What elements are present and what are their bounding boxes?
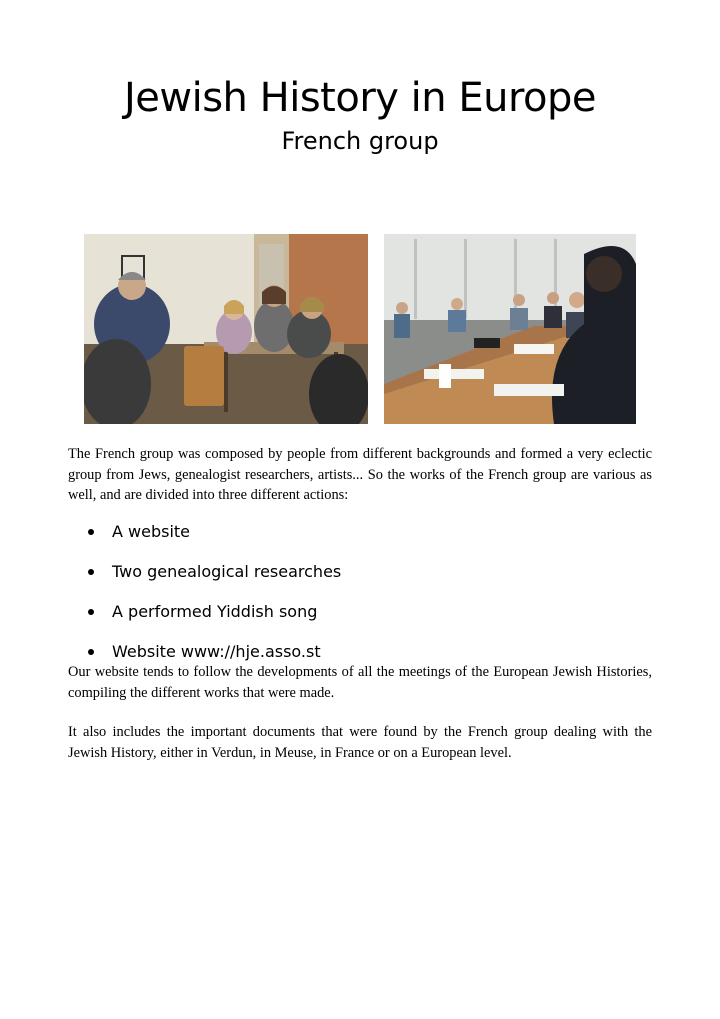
website-paragraph: Our website tends to follow the developments of all the meetings of the European Jewish Histories, compiling the different works that were made. [68,664,652,701]
intro-paragraph: The French group was composed by people from different backgrounds and formed a very eclectic group from Jews, genealogist researchers, artists... So the works of the French group are various as well, and are divided into three different actions: [68,446,652,503]
bullet-icon [88,529,94,535]
page-title: Jewish History in Europe [123,75,596,121]
page-subtitle: French group [281,127,439,155]
bullet-icon [88,569,94,575]
list-item: A website [88,520,341,560]
group-meeting-photo-right [384,234,636,424]
list-item: Website www://hje.asso.st [88,640,341,664]
group-meeting-photo-left [84,234,368,424]
documents-paragraph: It also includes the important documents that were found by the French group dealing with the Jewish History, either in Verdun, in Meuse, in France or on a European level. [68,724,652,761]
bullet-icon [88,609,94,615]
bullet-icon [88,649,94,655]
list-item: Two genealogical researches [88,560,341,600]
actions-list [88,520,341,664]
list-item: A performed Yiddish song [88,600,341,640]
